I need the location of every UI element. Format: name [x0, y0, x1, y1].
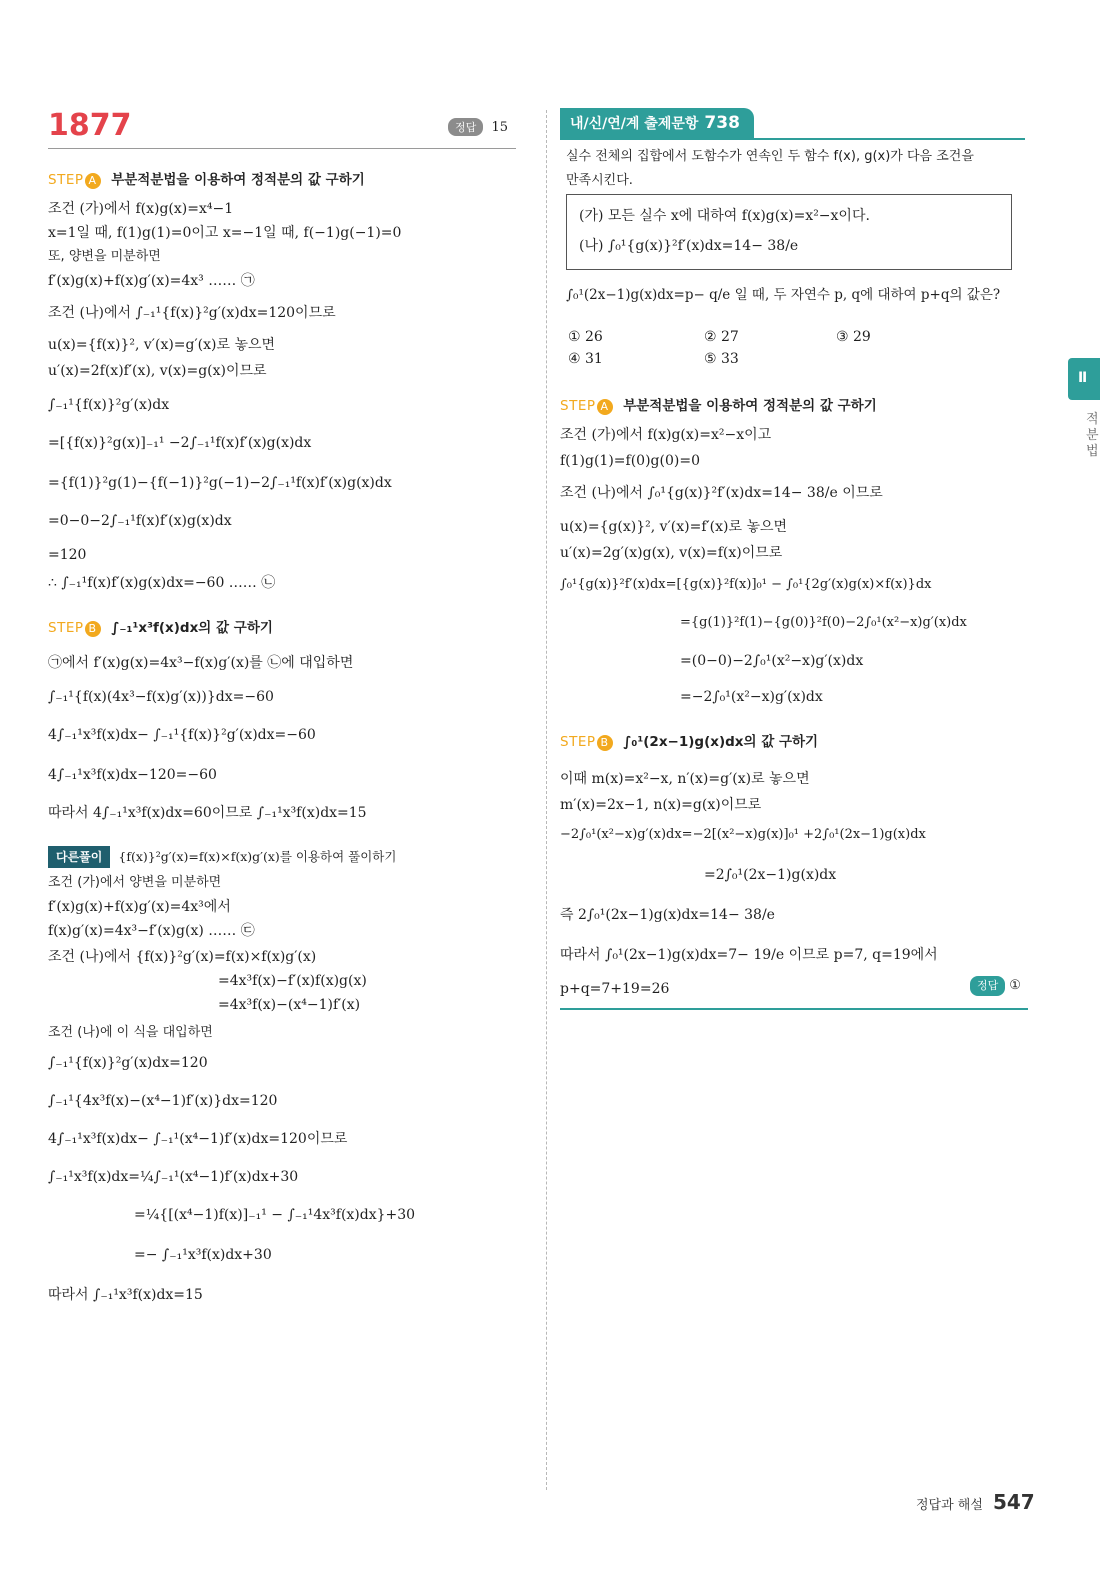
condition-a: (가) 모든 실수 x에 대하여 f(x)g(x)=x²−x이다.	[579, 208, 870, 224]
answer-badge: 정답	[970, 976, 1005, 996]
chapter-tab	[1068, 358, 1100, 400]
solution-line: =¼{[(x⁴−1)f(x)]₋₁¹ − ∫₋₁¹4x³f(x)dx}+30	[134, 1207, 416, 1223]
solution-line: p+q=7+19=26	[560, 981, 670, 997]
chapter-label: 적분법	[1086, 412, 1099, 459]
problem-text: 만족시킨다.	[566, 173, 633, 188]
step-b-letter-icon: B	[597, 735, 613, 751]
step-a-letter-icon: A	[85, 173, 101, 189]
choice-item: ⑤ 33	[704, 351, 739, 367]
column-divider	[546, 110, 547, 1490]
solution-line: 따라서 4∫₋₁¹x³f(x)dx=60이므로 ∫₋₁¹x³f(x)dx=15	[48, 805, 367, 821]
solution-line: ={f(1)}²g(1)−{f(−1)}²g(−1)−2∫₋₁¹f(x)f′(x)g(x)dx	[48, 475, 392, 491]
solution-line: =4x³f(x)−f′(x)f(x)g(x)	[218, 973, 367, 989]
solution-line: ∫₋₁¹{f(x)}²g′(x)dx	[48, 397, 170, 413]
choice-item: ④ 31	[568, 351, 603, 367]
problem-number: 1877	[48, 108, 132, 143]
solution-line: 조건 (가)에서 f(x)g(x)=x²−x이고	[560, 427, 772, 443]
step-a-tag: STEP A	[48, 172, 101, 188]
solution-line: m′(x)=2x−1, n(x)=g(x)이므로	[560, 797, 762, 813]
choice-item: ③ 29	[836, 329, 871, 345]
solution-line: 조건 (가)에서 f(x)g(x)=x⁴−1	[48, 201, 234, 217]
linked-problem-tab	[560, 108, 754, 138]
solution-line: −2∫₀¹(x²−x)g′(x)dx=−2[(x²−x)g(x)]₀¹ +2∫₀¹(2x−1)g(x)dx	[560, 827, 926, 842]
solution-line: =−2∫₀¹(x²−x)g′(x)dx	[680, 689, 823, 705]
solution-line: 조건 (가)에서 양변을 미분하면	[48, 875, 222, 890]
step-b-heading	[560, 730, 818, 751]
solution-line: ∴ ∫₋₁¹f(x)f′(x)g(x)dx=−60 …… ㉡	[48, 575, 276, 591]
solution-line: ∫₋₁¹{4x³f(x)−(x⁴−1)f′(x)}dx=120	[48, 1093, 278, 1109]
step-b-title: ∫₋₁¹x³f(x)dx의 값 구하기	[111, 620, 273, 636]
left-column	[48, 108, 516, 1328]
choice-item: ① 26	[568, 329, 603, 345]
solution-line: u′(x)=2g′(x)g(x), v(x)=f(x)이므로	[560, 545, 783, 561]
solution-line: =[{f(x)}²g(x)]₋₁¹ −2∫₋₁¹f(x)f′(x)g(x)dx	[48, 435, 312, 451]
answer-value: ①	[1009, 978, 1021, 993]
solution-line: =(0−0)−2∫₀¹(x²−x)g′(x)dx	[680, 653, 864, 669]
conditions-box	[566, 194, 1012, 270]
step-a-title: 부분적분법을 이용하여 정적분의 값 구하기	[111, 172, 365, 188]
solution-end-rule	[560, 1008, 1028, 1010]
linked-problem-header	[560, 108, 1025, 140]
step-a-letter-icon: A	[597, 399, 613, 415]
solution-line: 조건 (나)에서 {f(x)}²g′(x)=f(x)×f(x)g′(x)	[48, 949, 317, 965]
linked-problem-number: 738	[704, 113, 740, 133]
solution-line: 또, 양변을 미분하면	[48, 249, 161, 264]
chapter-tab-glyph: Ⅱ	[1078, 370, 1088, 386]
step-a-tag: STEP A	[560, 398, 613, 414]
title-rule	[48, 148, 516, 149]
solution-line: 조건 (나)에 이 식을 대입하면	[48, 1025, 213, 1040]
alt-title: {f(x)}²g′(x)=f(x)×f(x)g′(x)를 이용하여 풀이하기	[118, 849, 397, 864]
question-text: ∫₀¹(2x−1)g(x)dx=p− q/e 일 때, 두 자연수 p, q에 대하여 p+q의 값은?	[566, 287, 1001, 303]
problem-text: 실수 전체의 집합에서 도함수가 연속인 두 함수 f(x), g(x)가 다음 조건을	[566, 149, 974, 164]
solution-line: ∫₋₁¹x³f(x)dx=¼∫₋₁¹(x⁴−1)f′(x)dx+30	[48, 1169, 299, 1185]
solution-line: 조건 (나)에서 ∫₀¹{g(x)}²f′(x)dx=14− 38/e 이므로	[560, 485, 883, 501]
solution-line: u(x)={f(x)}², v′(x)=g′(x)로 놓으면	[48, 337, 276, 353]
page-number: 547	[992, 1490, 1035, 1514]
solution-line: ∫₋₁¹{f(x)(4x³−f(x)g′(x))}dx=−60	[48, 689, 274, 705]
solution-line: =2∫₀¹(2x−1)g(x)dx	[704, 867, 837, 883]
solution-line: 이때 m(x)=x²−x, n′(x)=g′(x)로 놓으면	[560, 771, 810, 787]
step-a-heading	[48, 168, 365, 189]
solution-line: 따라서 ∫₀¹(2x−1)g(x)dx=7− 19/e 이므로 p=7, q=19에서	[560, 947, 938, 963]
solution-line: u(x)={g(x)}², v′(x)=f′(x)로 놓으면	[560, 519, 788, 535]
answer-badge: 정답	[448, 118, 483, 136]
solution-line: =0−0−2∫₋₁¹f(x)f′(x)g(x)dx	[48, 513, 232, 529]
solution-line: ∫₀¹{g(x)}²f′(x)dx=[{g(x)}²f(x)]₀¹ − ∫₀¹{2g′(x)g(x)×f(x)}dx	[560, 577, 932, 592]
solution-line: ㉠에서 f′(x)g(x)=4x³−f(x)g′(x)를 ㉡에 대입하면	[48, 655, 354, 671]
right-column	[560, 108, 1030, 1028]
solution-line: f′(x)g(x)+f(x)g′(x)=4x³에서	[48, 899, 231, 915]
solution-line: u′(x)=2f(x)f′(x), v(x)=g(x)이므로	[48, 363, 267, 379]
solution-line: =4x³f(x)−(x⁴−1)f′(x)	[218, 997, 361, 1013]
solution-line: 4∫₋₁¹x³f(x)dx− ∫₋₁¹{f(x)}²g′(x)dx=−60	[48, 727, 316, 743]
linked-problem-label: 내/신/연/계 출제문항	[570, 116, 699, 132]
solution-line: =120	[48, 547, 87, 563]
step-a-title: 부분적분법을 이용하여 정적분의 값 구하기	[623, 398, 877, 414]
solution-line: =− ∫₋₁¹x³f(x)dx+30	[134, 1247, 272, 1263]
step-a-heading	[560, 394, 877, 415]
alt-label: 다른풀이	[48, 846, 110, 868]
answer-value: 15	[491, 120, 508, 135]
solution-line: 따라서 ∫₋₁¹x³f(x)dx=15	[48, 1287, 203, 1303]
footer-label: 정답과 해설	[916, 1498, 983, 1513]
condition-b: (나) ∫₀¹{g(x)}²f′(x)dx=14− 38/e	[579, 238, 799, 254]
solution-line: 4∫₋₁¹x³f(x)dx− ∫₋₁¹(x⁴−1)f′(x)dx=120이므로	[48, 1131, 348, 1147]
answer-summary	[448, 118, 508, 136]
page-footer	[916, 1490, 1035, 1514]
solution-line: f(x)g′(x)=4x³−f′(x)g(x) …… ㉢	[48, 923, 255, 939]
choice-item: ② 27	[704, 329, 739, 345]
solution-line: 즉 2∫₀¹(2x−1)g(x)dx=14− 38/e	[560, 907, 775, 923]
step-b-tag: STEP B	[560, 734, 613, 750]
solution-line: 4∫₋₁¹x³f(x)dx−120=−60	[48, 767, 217, 783]
answer-summary	[970, 976, 1021, 996]
solution-line: x=1일 때, f(1)g(1)=0이고 x=−1일 때, f(−1)g(−1)=0	[48, 225, 402, 241]
solution-line: f(1)g(1)=f(0)g(0)=0	[560, 453, 700, 469]
step-b-letter-icon: B	[85, 621, 101, 637]
solution-line: ∫₋₁¹{f(x)}²g′(x)dx=120	[48, 1055, 208, 1071]
step-b-title: ∫₀¹(2x−1)g(x)dx의 값 구하기	[623, 734, 819, 750]
solution-line: f′(x)g(x)+f(x)g′(x)=4x³ …… ㉠	[48, 273, 255, 289]
step-b-tag: STEP B	[48, 620, 101, 636]
solution-line: ={g(1)}²f(1)−{g(0)}²f(0)−2∫₀¹(x²−x)g′(x)dx	[680, 615, 967, 630]
step-b-heading	[48, 616, 273, 637]
solution-line: 조건 (나)에서 ∫₋₁¹{f(x)}²g′(x)dx=120이므로	[48, 305, 336, 321]
alternative-solution-heading	[48, 846, 396, 868]
